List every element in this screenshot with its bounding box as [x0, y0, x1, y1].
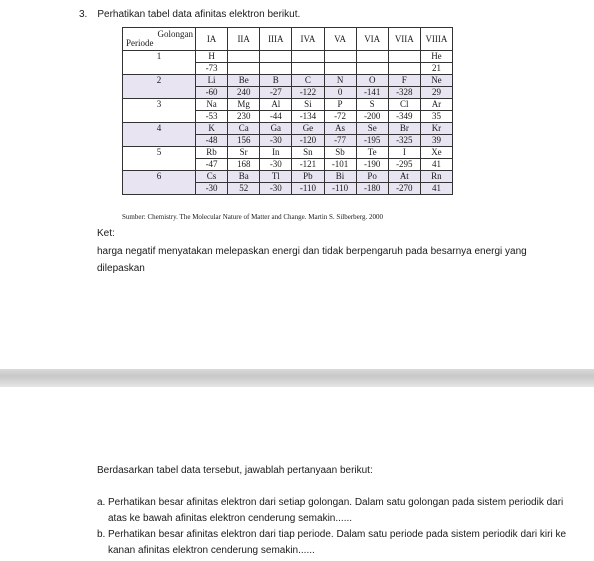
affinity-value-cell: -270 — [388, 183, 420, 195]
element-symbol-cell: Ar — [420, 99, 452, 111]
element-symbol-cell: Xe — [420, 147, 452, 159]
element-symbol-cell: Mg — [228, 99, 260, 111]
affinity-value-cell: -60 — [196, 87, 228, 99]
electron-affinity-table — [122, 27, 453, 195]
affinity-value-cell: -190 — [356, 159, 388, 171]
table-body — [123, 51, 453, 195]
period-cell: 5 — [123, 147, 196, 171]
affinity-value-cell: -72 — [324, 111, 356, 123]
element-symbol-cell: Sn — [292, 147, 324, 159]
group-header: VA — [324, 28, 356, 51]
element-symbol-cell: He — [420, 51, 452, 63]
element-symbol-cell: At — [388, 171, 420, 183]
affinity-value-cell — [388, 63, 420, 75]
affinity-value-cell: -195 — [356, 135, 388, 147]
affinity-value-cell: 240 — [228, 87, 260, 99]
element-symbol-cell: H — [196, 51, 228, 63]
ket-note: harga negatif menyatakan melepaskan energi dan tidak berpengaruh pada besarnya energi yang dilepaskan — [97, 246, 527, 274]
element-symbol-cell: Cl — [388, 99, 420, 111]
question-item-b — [97, 527, 567, 559]
affinity-value-cell: 41 — [420, 183, 452, 195]
affinity-value-cell: -122 — [292, 87, 324, 99]
electron-affinity-table-container — [122, 27, 453, 195]
element-symbol-cell: Te — [356, 147, 388, 159]
affinity-value-cell: 29 — [420, 87, 452, 99]
element-symbol-cell: Sr — [228, 147, 260, 159]
question-item-a — [97, 495, 567, 527]
element-symbol-cell: Ca — [228, 123, 260, 135]
affinity-value-cell: -44 — [260, 111, 292, 123]
element-symbol-cell: Rb — [196, 147, 228, 159]
element-symbol-cell: Ba — [228, 171, 260, 183]
affinity-value-cell: -101 — [324, 159, 356, 171]
affinity-value-cell — [228, 63, 260, 75]
element-symbol-cell: Ga — [260, 123, 292, 135]
element-symbol-cell: Rn — [420, 171, 452, 183]
question-label: a. — [97, 497, 106, 508]
affinity-value-cell: -120 — [292, 135, 324, 147]
affinity-value-cell: -349 — [388, 111, 420, 123]
element-symbol-cell — [324, 51, 356, 63]
period-cell: 2 — [123, 75, 196, 99]
affinity-value-cell: -200 — [356, 111, 388, 123]
period-cell: 6 — [123, 171, 196, 195]
affinity-value-cell — [260, 63, 292, 75]
affinity-value-cell: -30 — [260, 183, 292, 195]
table-row-symbols — [123, 99, 453, 111]
element-symbol-cell: As — [324, 123, 356, 135]
element-symbol-cell: B — [260, 75, 292, 87]
question-number: 3. — [79, 9, 88, 20]
affinity-value-cell: -328 — [388, 87, 420, 99]
element-symbol-cell — [260, 51, 292, 63]
table-source: Sumber: Chemistry. The Molecular Nature of Matter and Change. Martin S. Silberberg. 2000 — [122, 213, 383, 221]
period-cell: 3 — [123, 99, 196, 123]
table-row-symbols — [123, 171, 453, 183]
affinity-value-cell: -73 — [196, 63, 228, 75]
table-row-symbols — [123, 51, 453, 63]
group-header: IVA — [292, 28, 324, 51]
ket-label: Ket: — [97, 228, 115, 239]
element-symbol-cell: Li — [196, 75, 228, 87]
element-symbol-cell: Pb — [292, 171, 324, 183]
affinity-value-cell: 39 — [420, 135, 452, 147]
affinity-value-cell: -141 — [356, 87, 388, 99]
question-text: Perhatikan besar afinitas elektron dari setiap golongan. Dalam satu golongan pada sistem periodik dari atas ke bawah afinitas elektron cenderung semakin...... — [108, 497, 564, 524]
group-header: VIA — [356, 28, 388, 51]
question-text: Perhatikan besar afinitas elektron dari tiap periode. Dalam satu periode pada sistem periodik dari kiri ke kanan afinitas elektron cenderung semakin...... — [108, 529, 567, 556]
page-divider — [0, 369, 594, 387]
affinity-value-cell: 168 — [228, 159, 260, 171]
element-symbol-cell: Bi — [324, 171, 356, 183]
element-symbol-cell: S — [356, 99, 388, 111]
element-symbol-cell: O — [356, 75, 388, 87]
element-symbol-cell: Si — [292, 99, 324, 111]
corner-period-label: Periode — [126, 38, 154, 48]
element-symbol-cell: In — [260, 147, 292, 159]
affinity-value-cell: -53 — [196, 111, 228, 123]
affinity-value-cell: -121 — [292, 159, 324, 171]
element-symbol-cell: Kr — [420, 123, 452, 135]
element-symbol-cell: Ne — [420, 75, 452, 87]
affinity-value-cell: 21 — [420, 63, 452, 75]
corner-group-label: Golongan — [157, 29, 193, 39]
affinity-value-cell: -30 — [196, 183, 228, 195]
affinity-value-cell: -110 — [324, 183, 356, 195]
element-symbol-cell — [356, 51, 388, 63]
affinity-value-cell: 156 — [228, 135, 260, 147]
affinity-value-cell: 230 — [228, 111, 260, 123]
affinity-value-cell — [292, 63, 324, 75]
element-symbol-cell: Sb — [324, 147, 356, 159]
element-symbol-cell: F — [388, 75, 420, 87]
element-symbol-cell: Cs — [196, 171, 228, 183]
element-symbol-cell: C — [292, 75, 324, 87]
table-row-symbols — [123, 123, 453, 135]
table-corner-cell — [123, 28, 196, 51]
affinity-value-cell: 52 — [228, 183, 260, 195]
affinity-value-cell: -325 — [388, 135, 420, 147]
instruction-text: Berdasarkan tabel data tersebut, jawablah pertanyaan berikut: — [97, 465, 373, 476]
affinity-value-cell: -295 — [388, 159, 420, 171]
element-symbol-cell — [292, 51, 324, 63]
affinity-value-cell: -110 — [292, 183, 324, 195]
affinity-value-cell: -77 — [324, 135, 356, 147]
table-row-symbols — [123, 147, 453, 159]
affinity-value-cell — [324, 63, 356, 75]
table-row-symbols — [123, 75, 453, 87]
affinity-value-cell: 41 — [420, 159, 452, 171]
period-cell: 4 — [123, 123, 196, 147]
affinity-value-cell: 0 — [324, 87, 356, 99]
affinity-value-cell: 35 — [420, 111, 452, 123]
question-list — [97, 495, 567, 559]
element-symbol-cell: Al — [260, 99, 292, 111]
affinity-value-cell — [356, 63, 388, 75]
group-header: VIIA — [388, 28, 420, 51]
element-symbol-cell: N — [324, 75, 356, 87]
element-symbol-cell: P — [324, 99, 356, 111]
element-symbol-cell: Br — [388, 123, 420, 135]
group-header: IIIA — [260, 28, 292, 51]
question-label: b. — [97, 529, 106, 540]
affinity-value-cell: -134 — [292, 111, 324, 123]
group-header: VIIIA — [420, 28, 452, 51]
group-header: IA — [196, 28, 228, 51]
element-symbol-cell: Be — [228, 75, 260, 87]
affinity-value-cell: -30 — [260, 159, 292, 171]
element-symbol-cell: I — [388, 147, 420, 159]
element-symbol-cell: Na — [196, 99, 228, 111]
element-symbol-cell: Se — [356, 123, 388, 135]
element-symbol-cell: Tl — [260, 171, 292, 183]
element-symbol-cell: K — [196, 123, 228, 135]
question-header — [79, 9, 300, 20]
element-symbol-cell — [388, 51, 420, 63]
element-symbol-cell: Po — [356, 171, 388, 183]
question-title: Perhatikan tabel data afinitas elektron berikut. — [97, 9, 301, 20]
affinity-value-cell: -27 — [260, 87, 292, 99]
affinity-value-cell: -180 — [356, 183, 388, 195]
affinity-value-cell: -30 — [260, 135, 292, 147]
element-symbol-cell — [228, 51, 260, 63]
element-symbol-cell: Ge — [292, 123, 324, 135]
group-header: IIA — [228, 28, 260, 51]
period-cell: 1 — [123, 51, 196, 75]
affinity-value-cell: -48 — [196, 135, 228, 147]
table-header-row — [123, 28, 453, 51]
affinity-value-cell: -47 — [196, 159, 228, 171]
